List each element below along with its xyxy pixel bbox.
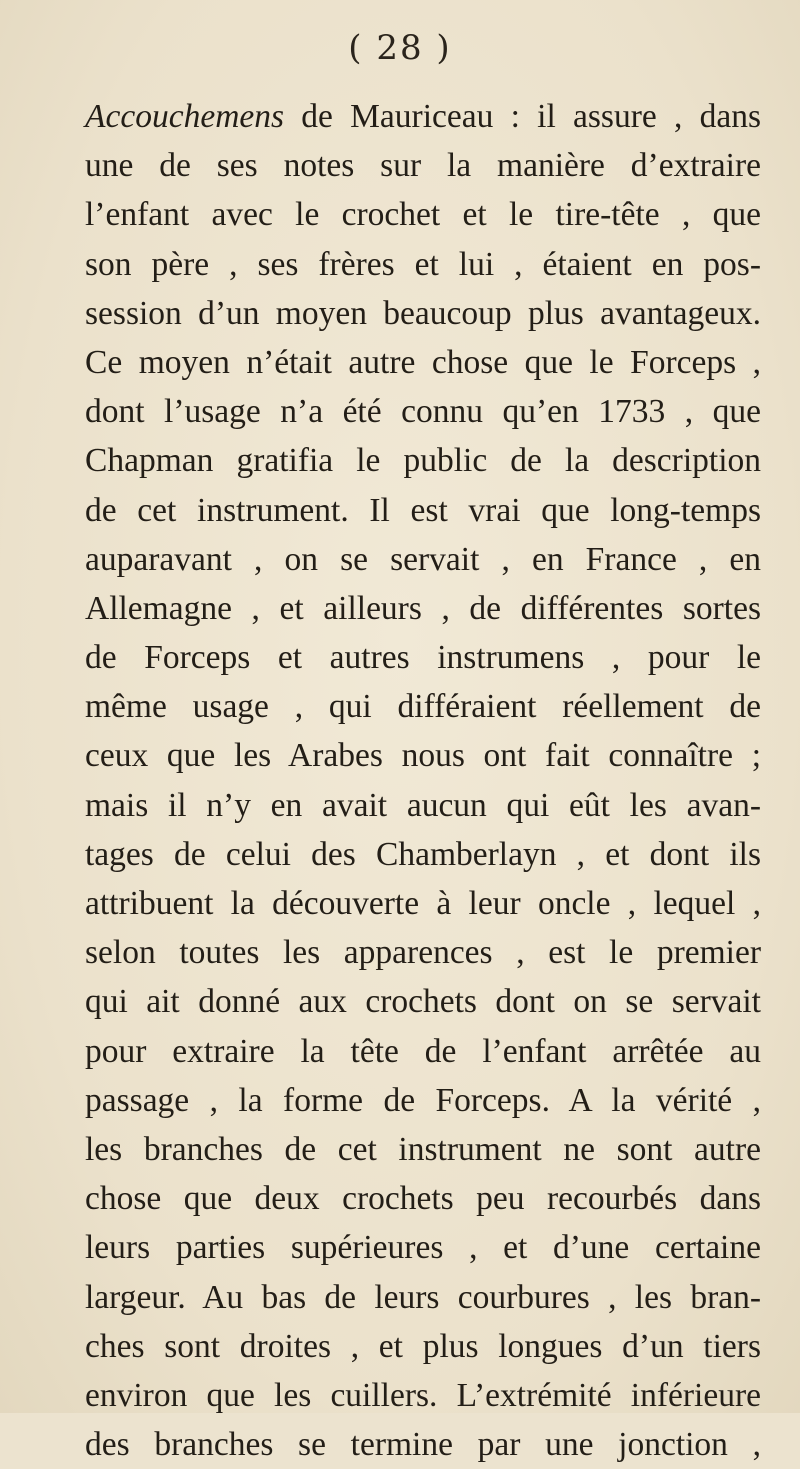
text-line: leurs parties supérieures , et d’une certaine	[85, 1229, 761, 1267]
text-line: passage , la forme de Forceps. A la vérité ,	[85, 1081, 761, 1119]
text-line: auparavant , on se servait , en France , en	[85, 540, 761, 578]
text-line: des branches se termine par une jonction ,	[85, 1426, 761, 1464]
text-line: largeur. Au bas de leurs courbures , les bran-	[85, 1278, 761, 1316]
text-line: même usage , qui différaient réellement de	[85, 688, 761, 726]
text-line: Ce moyen n’était autre chose que le Forceps ,	[85, 343, 761, 381]
text-line: Allemagne , et ailleurs , de différentes sortes	[85, 589, 761, 627]
text-line: attribuent la découverte à leur oncle , lequel ,	[85, 885, 761, 922]
text-line: session d’un moyen beaucoup plus avantageux.	[85, 294, 761, 332]
text-line	[85, 92, 761, 141]
text-line: pour extraire la tête de l’enfant arrêtée au	[85, 1032, 761, 1070]
body-text	[85, 92, 761, 1469]
page-number: ( 28 )	[348, 28, 452, 68]
text-line: chose que deux crochets peu recourbés dans	[85, 1180, 761, 1218]
text-line: ches sont droites , et plus longues d’un tiers	[85, 1327, 761, 1365]
text-line: selon toutes les apparences , est le premier	[85, 934, 761, 972]
text-line: de cet instrument. Il est vrai que long-temps	[85, 491, 761, 529]
text-line: Chapman gratifia le public de la description	[85, 442, 761, 480]
text-line: les branches de cet instrument ne sont autre	[85, 1130, 761, 1168]
line-text: de Mauriceau : il assure , dans	[284, 98, 761, 135]
text-line: dont l’usage n’a été connu qu’en 1733 , que	[85, 393, 761, 431]
text-line: une de ses notes sur la manière d’extraire	[85, 147, 761, 185]
text-line: mais il n’y en avait aucun qui eût les avan-	[85, 786, 761, 824]
text-line: de Forceps et autres instrumens , pour le	[85, 639, 761, 677]
text-line: ceux que les Arabes nous ont fait connaître ;	[85, 737, 761, 775]
text-line: qui ait donné aux crochets dont on se servait	[85, 983, 761, 1021]
text-line: son père , ses frères et lui , étaient en pos-	[85, 245, 761, 283]
text-line: environ que les cuillers. L’extrémité inférieure	[85, 1376, 761, 1414]
text-line: tages de celui des Chamberlayn , et dont ils	[85, 835, 761, 873]
italic-word: Accouchemens	[85, 98, 285, 135]
text-line: l’enfant avec le crochet et le tire-tête , que	[85, 196, 761, 234]
